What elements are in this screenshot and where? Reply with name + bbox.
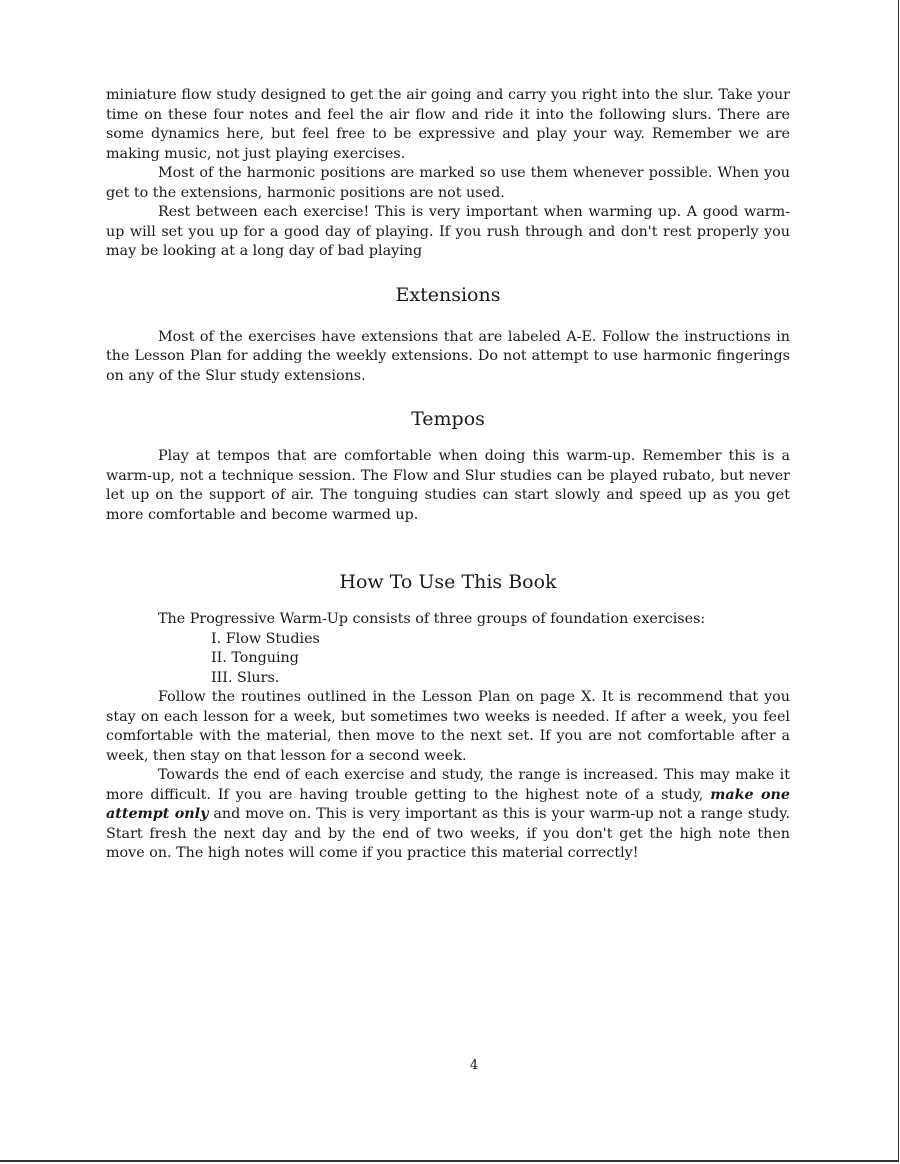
how-to-paragraph-3-start: Towards the end of each exercise and study, the range is increased. This may make it more difficult. If you are having trouble getting to the highest note of a study, [106, 767, 790, 803]
how-to-paragraph-2: Follow the routines outlined in the Lesson Plan on page X. It is recommend that you stay on each lesson for a week, but sometimes two weeks is needed. If after a week, you feel comfortable with the material, then move to the next set. If you are not comfortable after a week, then stay on that lesson for a second week. [106, 689, 790, 764]
intro-paragraph-3: Rest between each exercise! This is very important when warming up. A good warm-up will set you up for a good day of playing. If you rush through and don't rest properly you may be looking at a long day of bad playing [106, 204, 790, 259]
how-to-intro-paragraph: The Progressive Warm-Up consists of three groups of foundation exercises: [158, 611, 706, 627]
page-content [106, 86, 790, 864]
intro-paragraph-1: miniature flow study designed to get the air going and carry you right into the slur. Take your time on these four notes and feel the air flow and ride it into the following slurs. There are some dynamics here, but feel free to be expressive and play your way. Remember we are making music, not just playing exercises. [106, 87, 790, 162]
list-item-slurs: III. Slurs. [211, 669, 280, 686]
list-item-tonguing: II. Tonguing [211, 650, 299, 666]
how-to-paragraph-3 [106, 766, 790, 864]
how-to-paragraph-3-end: and move on. This is very important as this is your warm-up not a range study. Start fresh the next day and by the end of two weeks, if you don't get the high note then move on. The high notes will come if you practice this material correctly! [106, 806, 790, 861]
page-number: 4 [469, 1058, 479, 1073]
exercise-groups-list [106, 630, 790, 689]
list-item-flow-studies: I. Flow Studies [211, 630, 320, 647]
extensions-paragraph: Most of the exercises have extensions that are labeled A-E. Follow the instructions in the Lesson Plan for adding the weekly extensions. Do not attempt to use harmonic fingerings on any of the Slur study extensions. [106, 328, 790, 384]
tempos-heading: Tempos [411, 408, 485, 430]
extensions-heading: Extensions [395, 283, 501, 306]
emphasis-make-one-attempt: make one attempt only [106, 786, 790, 822]
tempos-paragraph: Play at tempos that are comfortable when doing this warm-up. Remember this is a warm-up, not a technique session. The Flow and Slur studies can be played rubato, but never let up on the support of air. The tonguing studies can start slowly and speed up as you get more comfortable and become warmed up. [106, 448, 790, 523]
intro-paragraph-2: Most of the harmonic positions are marked so use them whenever possible. When you get to the extensions, harmonic positions are not used. [106, 165, 790, 201]
how-to-use-heading: How To Use This Book [339, 571, 557, 593]
